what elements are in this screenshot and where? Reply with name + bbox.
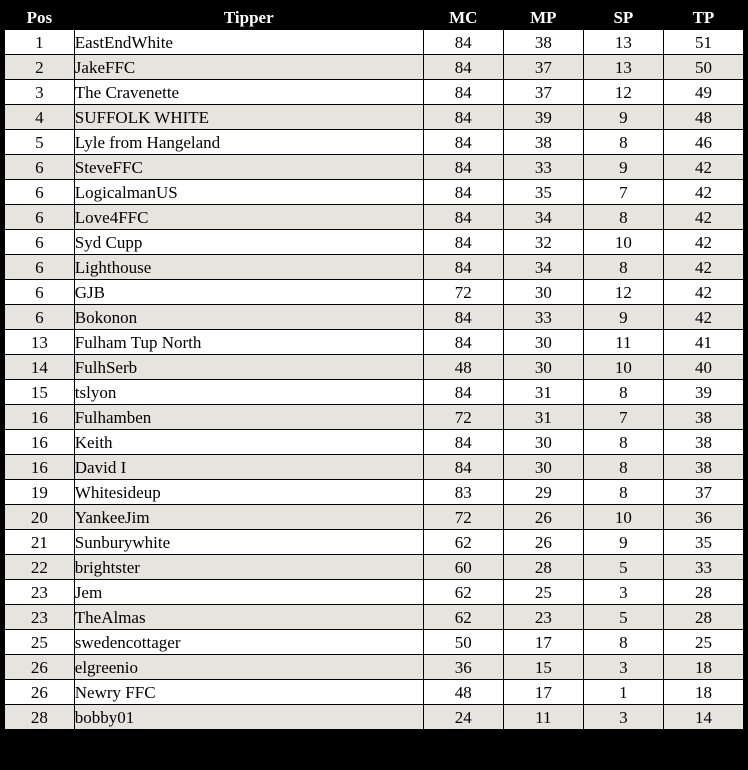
table-row bbox=[5, 455, 744, 480]
cell-mp: 31 bbox=[503, 380, 583, 405]
cell-pos: 26 bbox=[5, 680, 75, 705]
cell-mc: 84 bbox=[423, 305, 503, 330]
cell-tipper: JakeFFC bbox=[74, 55, 423, 80]
table-row bbox=[5, 555, 744, 580]
cell-pos: 6 bbox=[5, 205, 75, 230]
cell-mc: 48 bbox=[423, 680, 503, 705]
cell-tipper: Sunburywhite bbox=[74, 530, 423, 555]
cell-pos: 6 bbox=[5, 180, 75, 205]
cell-pos: 6 bbox=[5, 230, 75, 255]
cell-pos: 4 bbox=[5, 105, 75, 130]
table-row bbox=[5, 80, 744, 105]
cell-pos: 23 bbox=[5, 580, 75, 605]
cell-tipper: FulhSerb bbox=[74, 355, 423, 380]
cell-mp: 30 bbox=[503, 330, 583, 355]
cell-sp: 8 bbox=[583, 630, 663, 655]
column-header-mp[interactable]: MP bbox=[503, 5, 583, 30]
cell-mc: 50 bbox=[423, 630, 503, 655]
cell-sp: 10 bbox=[583, 505, 663, 530]
cell-sp: 11 bbox=[583, 330, 663, 355]
column-header-mc[interactable]: MC bbox=[423, 5, 503, 30]
cell-tp: 35 bbox=[663, 530, 743, 555]
cell-mc: 84 bbox=[423, 230, 503, 255]
cell-mc: 83 bbox=[423, 480, 503, 505]
cell-mp: 26 bbox=[503, 530, 583, 555]
cell-sp: 8 bbox=[583, 130, 663, 155]
column-header-pos[interactable]: Pos bbox=[5, 5, 75, 30]
cell-sp: 3 bbox=[583, 580, 663, 605]
cell-tp: 28 bbox=[663, 580, 743, 605]
cell-pos: 3 bbox=[5, 80, 75, 105]
cell-pos: 15 bbox=[5, 380, 75, 405]
cell-pos: 21 bbox=[5, 530, 75, 555]
cell-mc: 72 bbox=[423, 280, 503, 305]
cell-mc: 84 bbox=[423, 255, 503, 280]
cell-mc: 84 bbox=[423, 330, 503, 355]
table-header bbox=[5, 5, 744, 30]
table-row bbox=[5, 680, 744, 705]
cell-tipper: GJB bbox=[74, 280, 423, 305]
cell-mp: 17 bbox=[503, 630, 583, 655]
cell-tp: 18 bbox=[663, 655, 743, 680]
cell-mp: 37 bbox=[503, 55, 583, 80]
cell-tp: 42 bbox=[663, 180, 743, 205]
cell-mp: 25 bbox=[503, 580, 583, 605]
cell-mc: 84 bbox=[423, 55, 503, 80]
table-row bbox=[5, 230, 744, 255]
cell-pos: 6 bbox=[5, 280, 75, 305]
cell-pos: 23 bbox=[5, 605, 75, 630]
table-row bbox=[5, 280, 744, 305]
cell-mc: 62 bbox=[423, 580, 503, 605]
cell-sp: 5 bbox=[583, 555, 663, 580]
cell-tipper: bobby01 bbox=[74, 705, 423, 730]
cell-tp: 28 bbox=[663, 605, 743, 630]
cell-pos: 25 bbox=[5, 630, 75, 655]
table-row bbox=[5, 705, 744, 730]
table-row bbox=[5, 530, 744, 555]
cell-sp: 7 bbox=[583, 405, 663, 430]
cell-mc: 36 bbox=[423, 655, 503, 680]
cell-tipper: Lighthouse bbox=[74, 255, 423, 280]
cell-tp: 42 bbox=[663, 230, 743, 255]
cell-mp: 34 bbox=[503, 255, 583, 280]
cell-sp: 12 bbox=[583, 280, 663, 305]
cell-pos: 26 bbox=[5, 655, 75, 680]
cell-mp: 39 bbox=[503, 105, 583, 130]
table-row bbox=[5, 30, 744, 55]
cell-tp: 51 bbox=[663, 30, 743, 55]
cell-pos: 16 bbox=[5, 430, 75, 455]
cell-tipper: Syd Cupp bbox=[74, 230, 423, 255]
cell-mc: 62 bbox=[423, 530, 503, 555]
cell-sp: 10 bbox=[583, 355, 663, 380]
cell-mp: 38 bbox=[503, 130, 583, 155]
cell-mp: 23 bbox=[503, 605, 583, 630]
cell-sp: 3 bbox=[583, 705, 663, 730]
cell-sp: 8 bbox=[583, 430, 663, 455]
cell-tp: 40 bbox=[663, 355, 743, 380]
cell-tipper: SUFFOLK WHITE bbox=[74, 105, 423, 130]
cell-mp: 29 bbox=[503, 480, 583, 505]
cell-sp: 13 bbox=[583, 30, 663, 55]
cell-tp: 46 bbox=[663, 130, 743, 155]
cell-tipper: Whitesideup bbox=[74, 480, 423, 505]
cell-tipper: Love4FFC bbox=[74, 205, 423, 230]
table-row bbox=[5, 55, 744, 80]
cell-mp: 32 bbox=[503, 230, 583, 255]
cell-sp: 9 bbox=[583, 530, 663, 555]
cell-tp: 38 bbox=[663, 430, 743, 455]
cell-tipper: brightster bbox=[74, 555, 423, 580]
cell-sp: 9 bbox=[583, 155, 663, 180]
cell-pos: 6 bbox=[5, 305, 75, 330]
cell-sp: 8 bbox=[583, 255, 663, 280]
cell-tipper: The Cravenette bbox=[74, 80, 423, 105]
cell-tp: 14 bbox=[663, 705, 743, 730]
cell-tipper: Fulham Tup North bbox=[74, 330, 423, 355]
cell-mc: 84 bbox=[423, 130, 503, 155]
cell-mc: 62 bbox=[423, 605, 503, 630]
table-row bbox=[5, 105, 744, 130]
header-row bbox=[5, 5, 744, 30]
cell-pos: 2 bbox=[5, 55, 75, 80]
cell-tp: 42 bbox=[663, 155, 743, 180]
table-body bbox=[5, 30, 744, 730]
cell-mp: 34 bbox=[503, 205, 583, 230]
cell-tp: 38 bbox=[663, 455, 743, 480]
cell-tipper: David I bbox=[74, 455, 423, 480]
cell-mp: 11 bbox=[503, 705, 583, 730]
cell-tipper: tslyon bbox=[74, 380, 423, 405]
cell-tp: 37 bbox=[663, 480, 743, 505]
column-header-tipper[interactable]: Tipper bbox=[74, 5, 423, 30]
cell-tp: 42 bbox=[663, 205, 743, 230]
cell-pos: 22 bbox=[5, 555, 75, 580]
cell-tp: 18 bbox=[663, 680, 743, 705]
table-row bbox=[5, 180, 744, 205]
cell-sp: 5 bbox=[583, 605, 663, 630]
cell-pos: 20 bbox=[5, 505, 75, 530]
cell-sp: 13 bbox=[583, 55, 663, 80]
cell-tp: 42 bbox=[663, 255, 743, 280]
cell-pos: 28 bbox=[5, 705, 75, 730]
cell-tipper: EastEndWhite bbox=[74, 30, 423, 55]
cell-mp: 17 bbox=[503, 680, 583, 705]
cell-tp: 42 bbox=[663, 305, 743, 330]
cell-mp: 37 bbox=[503, 80, 583, 105]
cell-mc: 84 bbox=[423, 180, 503, 205]
table-row bbox=[5, 155, 744, 180]
cell-mc: 84 bbox=[423, 155, 503, 180]
cell-tp: 39 bbox=[663, 380, 743, 405]
cell-mc: 72 bbox=[423, 405, 503, 430]
cell-sp: 10 bbox=[583, 230, 663, 255]
table-row bbox=[5, 255, 744, 280]
table-row bbox=[5, 330, 744, 355]
cell-pos: 16 bbox=[5, 405, 75, 430]
cell-mc: 84 bbox=[423, 205, 503, 230]
cell-mp: 30 bbox=[503, 280, 583, 305]
cell-tipper: elgreenio bbox=[74, 655, 423, 680]
cell-tipper: LogicalmanUS bbox=[74, 180, 423, 205]
table-row bbox=[5, 655, 744, 680]
cell-mc: 84 bbox=[423, 430, 503, 455]
cell-tp: 42 bbox=[663, 280, 743, 305]
cell-sp: 8 bbox=[583, 455, 663, 480]
table-row bbox=[5, 380, 744, 405]
cell-mp: 30 bbox=[503, 455, 583, 480]
cell-pos: 13 bbox=[5, 330, 75, 355]
cell-tipper: YankeeJim bbox=[74, 505, 423, 530]
cell-tipper: Keith bbox=[74, 430, 423, 455]
cell-sp: 7 bbox=[583, 180, 663, 205]
column-header-tp[interactable]: TP bbox=[663, 5, 743, 30]
table-row bbox=[5, 430, 744, 455]
cell-mp: 26 bbox=[503, 505, 583, 530]
cell-pos: 16 bbox=[5, 455, 75, 480]
table-row bbox=[5, 580, 744, 605]
cell-mc: 84 bbox=[423, 105, 503, 130]
table-row bbox=[5, 505, 744, 530]
cell-tp: 36 bbox=[663, 505, 743, 530]
cell-tp: 41 bbox=[663, 330, 743, 355]
cell-sp: 8 bbox=[583, 480, 663, 505]
cell-tipper: Fulhamben bbox=[74, 405, 423, 430]
table-row bbox=[5, 480, 744, 505]
table-row bbox=[5, 355, 744, 380]
cell-tp: 49 bbox=[663, 80, 743, 105]
cell-mp: 30 bbox=[503, 430, 583, 455]
cell-tipper: Lyle from Hangeland bbox=[74, 130, 423, 155]
cell-sp: 8 bbox=[583, 205, 663, 230]
table-row bbox=[5, 630, 744, 655]
cell-mc: 48 bbox=[423, 355, 503, 380]
cell-sp: 9 bbox=[583, 305, 663, 330]
standings-table bbox=[4, 4, 744, 730]
table-row bbox=[5, 405, 744, 430]
cell-tipper: swedencottager bbox=[74, 630, 423, 655]
cell-mp: 30 bbox=[503, 355, 583, 380]
cell-sp: 8 bbox=[583, 380, 663, 405]
cell-tipper: SteveFFC bbox=[74, 155, 423, 180]
cell-mp: 28 bbox=[503, 555, 583, 580]
cell-tp: 48 bbox=[663, 105, 743, 130]
cell-mc: 60 bbox=[423, 555, 503, 580]
cell-mp: 35 bbox=[503, 180, 583, 205]
table-row bbox=[5, 205, 744, 230]
cell-tp: 50 bbox=[663, 55, 743, 80]
cell-sp: 12 bbox=[583, 80, 663, 105]
cell-pos: 19 bbox=[5, 480, 75, 505]
cell-mp: 33 bbox=[503, 305, 583, 330]
cell-tp: 33 bbox=[663, 555, 743, 580]
cell-tipper: Bokonon bbox=[74, 305, 423, 330]
table-row bbox=[5, 605, 744, 630]
cell-sp: 9 bbox=[583, 105, 663, 130]
cell-tipper: Jem bbox=[74, 580, 423, 605]
cell-pos: 5 bbox=[5, 130, 75, 155]
cell-sp: 1 bbox=[583, 680, 663, 705]
cell-mc: 84 bbox=[423, 80, 503, 105]
table-row bbox=[5, 130, 744, 155]
column-header-sp[interactable]: SP bbox=[583, 5, 663, 30]
cell-tipper: Newry FFC bbox=[74, 680, 423, 705]
cell-mp: 38 bbox=[503, 30, 583, 55]
cell-pos: 1 bbox=[5, 30, 75, 55]
cell-mc: 24 bbox=[423, 705, 503, 730]
cell-sp: 3 bbox=[583, 655, 663, 680]
cell-tipper: TheAlmas bbox=[74, 605, 423, 630]
cell-pos: 6 bbox=[5, 155, 75, 180]
cell-mc: 84 bbox=[423, 30, 503, 55]
cell-tp: 38 bbox=[663, 405, 743, 430]
cell-mc: 72 bbox=[423, 505, 503, 530]
table-row bbox=[5, 305, 744, 330]
cell-mp: 31 bbox=[503, 405, 583, 430]
cell-tp: 25 bbox=[663, 630, 743, 655]
cell-mc: 84 bbox=[423, 380, 503, 405]
cell-pos: 14 bbox=[5, 355, 75, 380]
cell-mp: 15 bbox=[503, 655, 583, 680]
cell-mp: 33 bbox=[503, 155, 583, 180]
cell-mc: 84 bbox=[423, 455, 503, 480]
cell-pos: 6 bbox=[5, 255, 75, 280]
